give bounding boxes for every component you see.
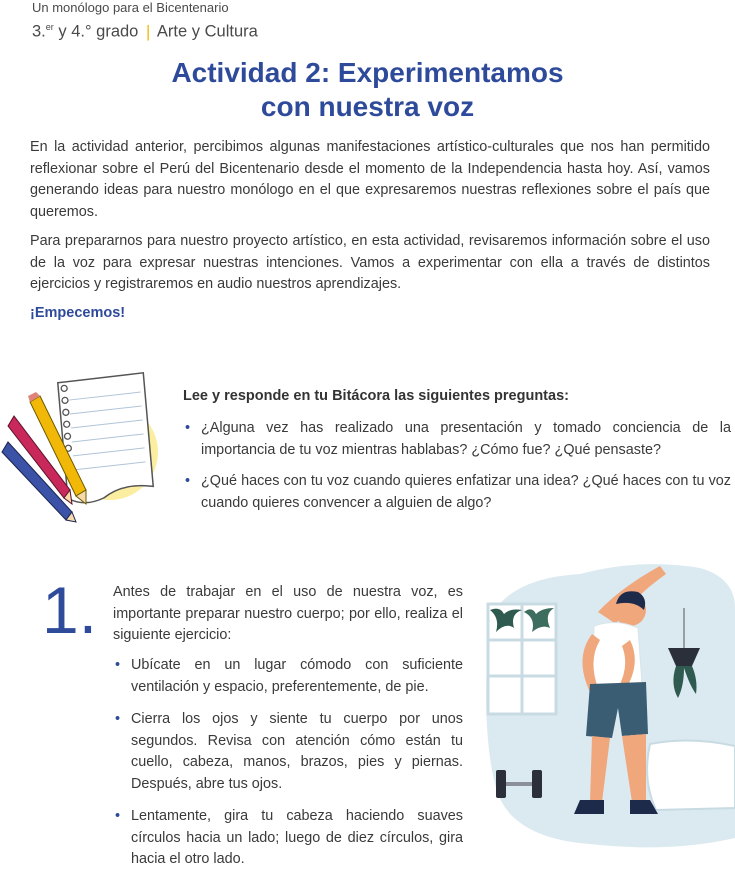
page-title-line1: Actividad 2: Experimentamos — [171, 57, 564, 88]
intro-paragraph-1: En la actividad anterior, percibimos algunas manifestaciones artístico-culturales que nos han permitido reflexionar sobre el Perú del Bicentenario desde el momento de la Independencia hasta hoy. Así, vamos generando ideas para nuestro monólogo en el que expresaremos nuestras reflexiones sobre el país que queremos. — [30, 139, 710, 220]
questions-list — [183, 418, 731, 524]
separator: | — [145, 22, 151, 41]
armchair-icon — [647, 740, 735, 810]
grade-superscript: er — [45, 22, 54, 32]
intro-paragraph-2: Para prepararnos para nuestro proyecto artístico, en esta actividad, revisaremos información sobre el uso de la voz para expresar nuestras intenciones. Vamos a experimentar con ella a través de distintos ejercicios y registraremos en audio nuestros aprendizajes. — [30, 233, 710, 292]
window-icon — [488, 604, 556, 714]
stretching-person-illustration — [470, 548, 735, 858]
page-title — [0, 56, 735, 124]
question-item: • ¿Alguna vez has realizado una presentación y tomado conciencia de la importancia de tu voz mientras hablabas? ¿Cómo fue? ¿Qué pensaste? — [183, 418, 731, 461]
step-intro: Antes de trabajar en el uso de nuestra voz, es importante preparar nuestro cuerpo; por ello, realiza el siguiente ejercicio: — [113, 584, 463, 643]
page-title-line2: con nuestra voz — [260, 91, 475, 122]
step-number: 1. — [42, 573, 98, 647]
series-title: Un monólogo para el Bicentenario — [32, 0, 229, 15]
question-item: • ¿Qué haces con tu voz cuando quieres enfatizar una idea? ¿Qué haces con tu voz cuando quieres convencer a alguien de algo? — [183, 471, 731, 514]
grade-label-rest: y 4.° grado — [53, 22, 139, 41]
questions-title: Lee y responde en tu Bitácora las siguientes preguntas: — [183, 388, 569, 404]
start-heading: ¡Empecemos! — [30, 305, 126, 321]
step-item: • Lentamente, gira tu cabeza haciendo suaves círculos hacia un lado; luego de diez círculos, gira hacia el otro lado. — [113, 806, 463, 871]
grade-label: 3. — [32, 22, 46, 41]
step-item: • Ubícate en un lugar cómodo con suficiente ventilación y espacio, preferentemente, de pie. — [113, 655, 463, 698]
step-list — [113, 655, 463, 882]
grade-subject-line — [32, 22, 258, 42]
step-item: • Cierra los ojos y siente tu cuerpo por unos segundos. Revisa con atención cómo están tu cuello, cabeza, manos, brazos, pies y piernas. Después, abre tus ojos. — [113, 709, 463, 795]
notebook-pencils-illustration — [0, 372, 170, 522]
subject-label: Arte y Cultura — [156, 22, 258, 41]
